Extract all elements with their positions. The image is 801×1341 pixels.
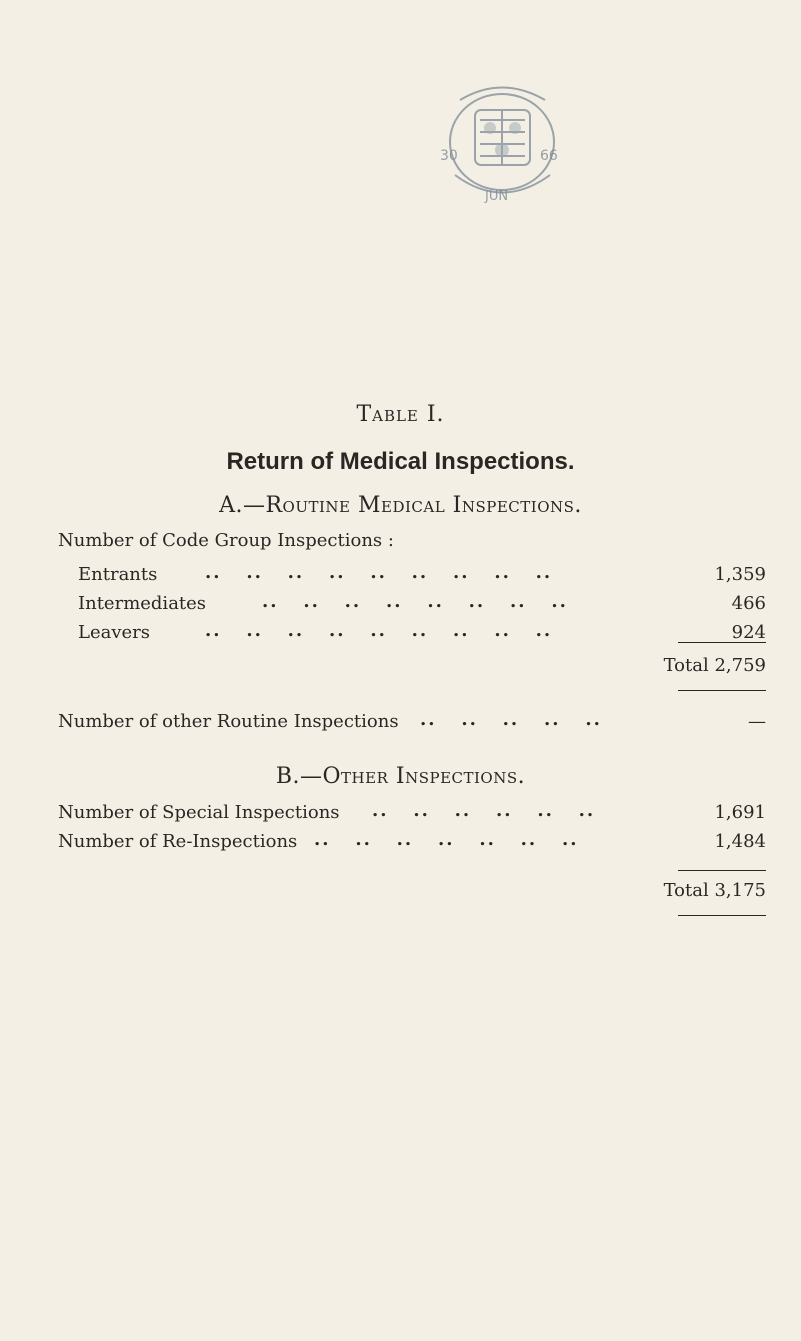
row-value: — — [748, 711, 766, 732]
row-value: 1,691 — [714, 802, 766, 823]
leader-dots: .. .. .. .. .. — [420, 709, 602, 730]
table-row — [0, 711, 801, 735]
total-rule — [678, 915, 766, 916]
row-label: Leavers — [78, 622, 150, 643]
leader-dots: .. .. .. .. .. .. .. .. — [262, 591, 568, 612]
row-label: Intermediates — [78, 593, 207, 614]
section-b-heading: B.—Other Inspections. — [275, 764, 526, 789]
code-group-intro: Number of Code Group Inspections : — [58, 530, 394, 551]
subtotal-rule — [678, 642, 766, 643]
table-row — [0, 802, 801, 826]
row-label: Entrants — [78, 564, 158, 585]
section-a-total — [664, 655, 766, 676]
svg-text:66: 66 — [540, 148, 558, 164]
leader-dots: .. .. .. .. .. .. .. — [314, 829, 579, 850]
table-row — [0, 564, 801, 588]
subtotal-rule — [678, 870, 766, 871]
svg-text:JUN: JUN — [485, 189, 509, 204]
row-label: Number of Re-Inspections — [58, 831, 298, 852]
svg-text:30: 30 — [440, 148, 458, 164]
section-a-heading: A.—Routine Medical Inspections. — [219, 493, 582, 518]
total-value: 2,759 — [714, 655, 766, 676]
table-row — [0, 831, 801, 855]
table-row — [0, 593, 801, 617]
section-b-total — [664, 880, 766, 901]
leader-dots: .. .. .. .. .. .. — [372, 800, 596, 821]
total-label: Total — [663, 880, 709, 901]
row-value: 1,484 — [714, 831, 766, 852]
leader-dots: .. .. .. .. .. .. .. .. .. — [205, 562, 553, 583]
row-label: Number of other Routine Inspections — [58, 711, 399, 732]
table-title: Table I. — [356, 402, 445, 427]
total-value: 3,175 — [714, 880, 766, 901]
row-label: Number of Special Inspections — [58, 802, 340, 823]
leader-dots: .. .. .. .. .. .. .. .. .. — [205, 620, 553, 641]
total-label: Total — [663, 655, 709, 676]
row-value: 1,359 — [714, 564, 766, 585]
row-value: 466 — [731, 593, 766, 614]
main-title: Return of Medical Inspections. — [226, 448, 575, 475]
total-rule — [678, 690, 766, 691]
row-value: 924 — [731, 622, 766, 643]
library-stamp-icon — [430, 80, 575, 215]
